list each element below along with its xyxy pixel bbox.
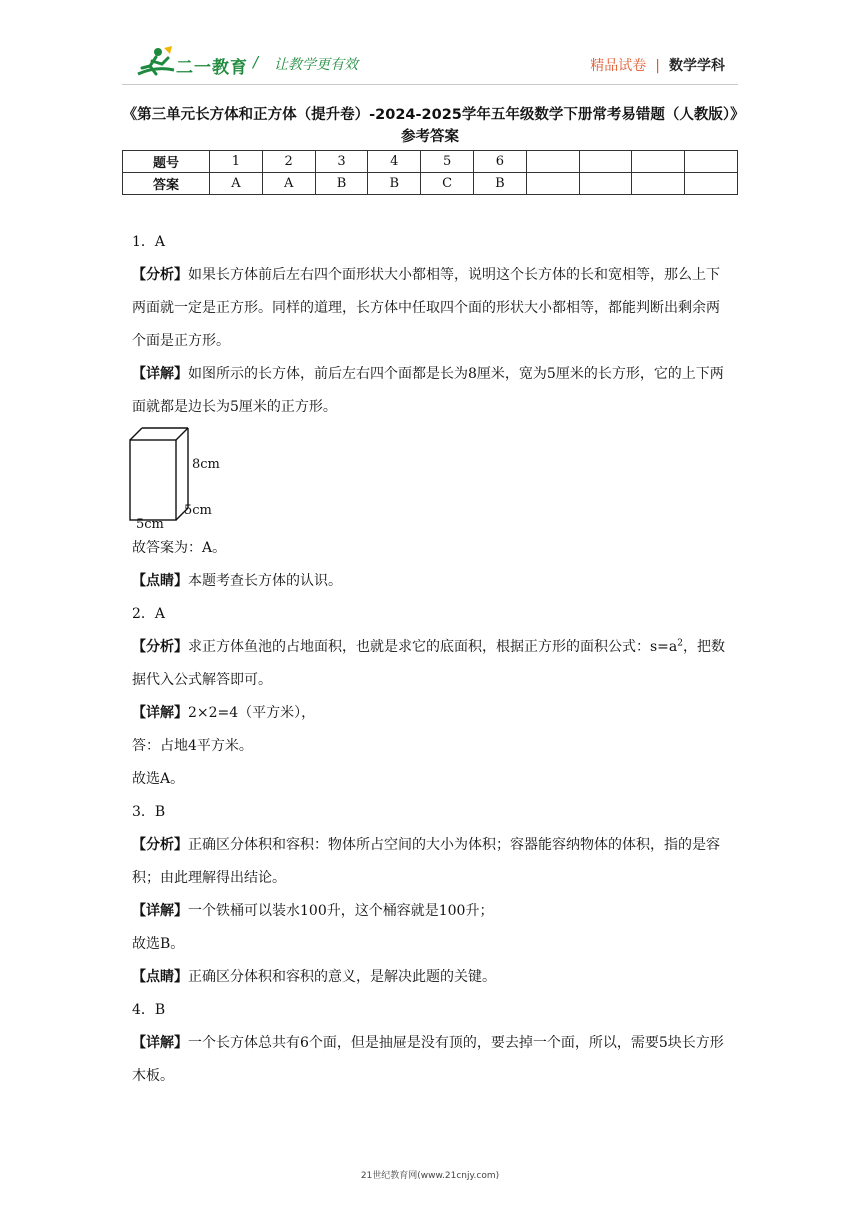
point-tag: 【点睛】: [132, 969, 188, 985]
detail-tag: 【详解】: [132, 705, 188, 721]
q2-answer: 答：占地4平方米。: [132, 738, 253, 754]
premium-tag: 精品试卷: [590, 58, 647, 74]
q2-analysis: [132, 631, 732, 697]
q2-detail-text: 2×2=4（平方米），: [188, 705, 316, 721]
subject-tag: 数学学科: [669, 58, 725, 74]
q1-detail: [132, 358, 732, 424]
analysis-tag: 【分析】: [132, 267, 188, 283]
row-header-answer: 答案: [123, 173, 210, 195]
logo-text: 二一教育: [176, 58, 248, 78]
slogan-slash: /: [253, 53, 259, 71]
q1-analysis-text: 如果长方体前后左右四个面形状大小都相等，说明这个长方体的长和宽相等，那么上下两面就一定是正方形。同样的道理，长方体中任取四个面的形状大小都相等，都能判断出剩余两个面是正方形。: [132, 267, 720, 349]
header-separator: |: [655, 58, 660, 74]
q2-analysis-text: 求正方体鱼池的占地面积，也就是求它的底面积，根据正方形的面积公式：s=a: [188, 639, 678, 655]
cuboid-figure: [126, 426, 236, 530]
q1-number: 1．A: [132, 234, 166, 250]
depth-label: 5cm: [184, 503, 212, 518]
q2-detail: [132, 697, 732, 730]
row-header-number: 题号: [123, 151, 210, 173]
slogan: 让教学更有效: [274, 57, 358, 73]
table-cell: 4: [368, 151, 421, 173]
table-cell: [526, 173, 579, 195]
table-cell: [632, 173, 685, 195]
header-divider: [122, 84, 738, 85]
table-cell: B: [315, 173, 368, 195]
table-cell: A: [262, 173, 315, 195]
answer-explanations: [132, 226, 732, 1093]
table-cell: [632, 151, 685, 173]
table-row: [123, 173, 738, 195]
table-cell: 1: [210, 151, 263, 173]
table-cell: [685, 173, 738, 195]
q3-conclusion: 故选B。: [132, 936, 185, 952]
q2-analysis-text-2: ，把数据代入公式解答即可。: [132, 639, 725, 688]
table-cell: 6: [473, 151, 526, 173]
table-cell: A: [210, 173, 263, 195]
q1-detail-text: 如图所示的长方体，前后左右四个面都是长为8厘米，宽为5厘米的长方形，它的上下两面就都是边长为5厘米的正方形。: [132, 366, 724, 415]
q3-point-text: 正确区分体积和容积的意义，是解决此题的关键。: [188, 969, 496, 985]
document-title: 《第三单元长方体和正方体（提升卷）-2024-2025学年五年级数学下册常考易错题（人教版）》参考答案: [122, 107, 738, 145]
table-cell: [526, 151, 579, 173]
answer-table: [122, 150, 738, 195]
header-tags: [590, 55, 725, 75]
width-label: 5cm: [136, 517, 164, 532]
exponent: 2: [677, 638, 683, 649]
table-cell: 3: [315, 151, 368, 173]
analysis-tag: 【分析】: [132, 639, 188, 655]
q3-analysis: [132, 829, 732, 895]
analysis-tag: 【分析】: [132, 837, 188, 853]
table-cell: 5: [421, 151, 474, 173]
q2-number: 2．A: [132, 606, 166, 622]
table-cell: 2: [262, 151, 315, 173]
q3-point: [132, 961, 732, 994]
table-cell: [685, 151, 738, 173]
q3-detail: [132, 895, 732, 928]
cuboid-diagram: [126, 426, 236, 530]
detail-tag: 【详解】: [132, 1035, 188, 1051]
q1-analysis: [132, 259, 732, 358]
q3-detail-text: 一个铁桶可以装水100升，这个桶容就是100升；: [188, 903, 494, 919]
q1-conclusion: 故答案为：A。: [132, 540, 227, 556]
q1-point: [132, 565, 732, 598]
table-cell: [579, 173, 632, 195]
q2-conclusion: 故选A。: [132, 771, 185, 787]
q4-detail: [132, 1027, 732, 1093]
q3-number: 3．B: [132, 804, 166, 820]
table-cell: C: [421, 173, 474, 195]
table-row: [123, 151, 738, 173]
q3-analysis-text: 正确区分体积和容积：物体所占空间的大小为体积；容器能容纳物体的体积，指的是容积；由此理解得出结论。: [132, 837, 720, 886]
detail-tag: 【详解】: [132, 366, 188, 382]
page-header: [0, 0, 860, 90]
point-tag: 【点睛】: [132, 573, 188, 589]
q4-detail-text: 一个长方体总共有6个面，但是抽屉是没有顶的，要去掉一个面，所以，需要5块长方形木板。: [132, 1035, 724, 1084]
detail-tag: 【详解】: [132, 903, 188, 919]
q4-number: 4．B: [132, 1002, 166, 1018]
page-footer: 21世纪教育网(www.21cnjy.com): [360, 1171, 500, 1181]
table-cell: [579, 151, 632, 173]
table-cell: B: [368, 173, 421, 195]
height-label: 8cm: [192, 457, 220, 472]
q1-point-text: 本题考查长方体的认识。: [188, 573, 342, 589]
table-cell: B: [473, 173, 526, 195]
